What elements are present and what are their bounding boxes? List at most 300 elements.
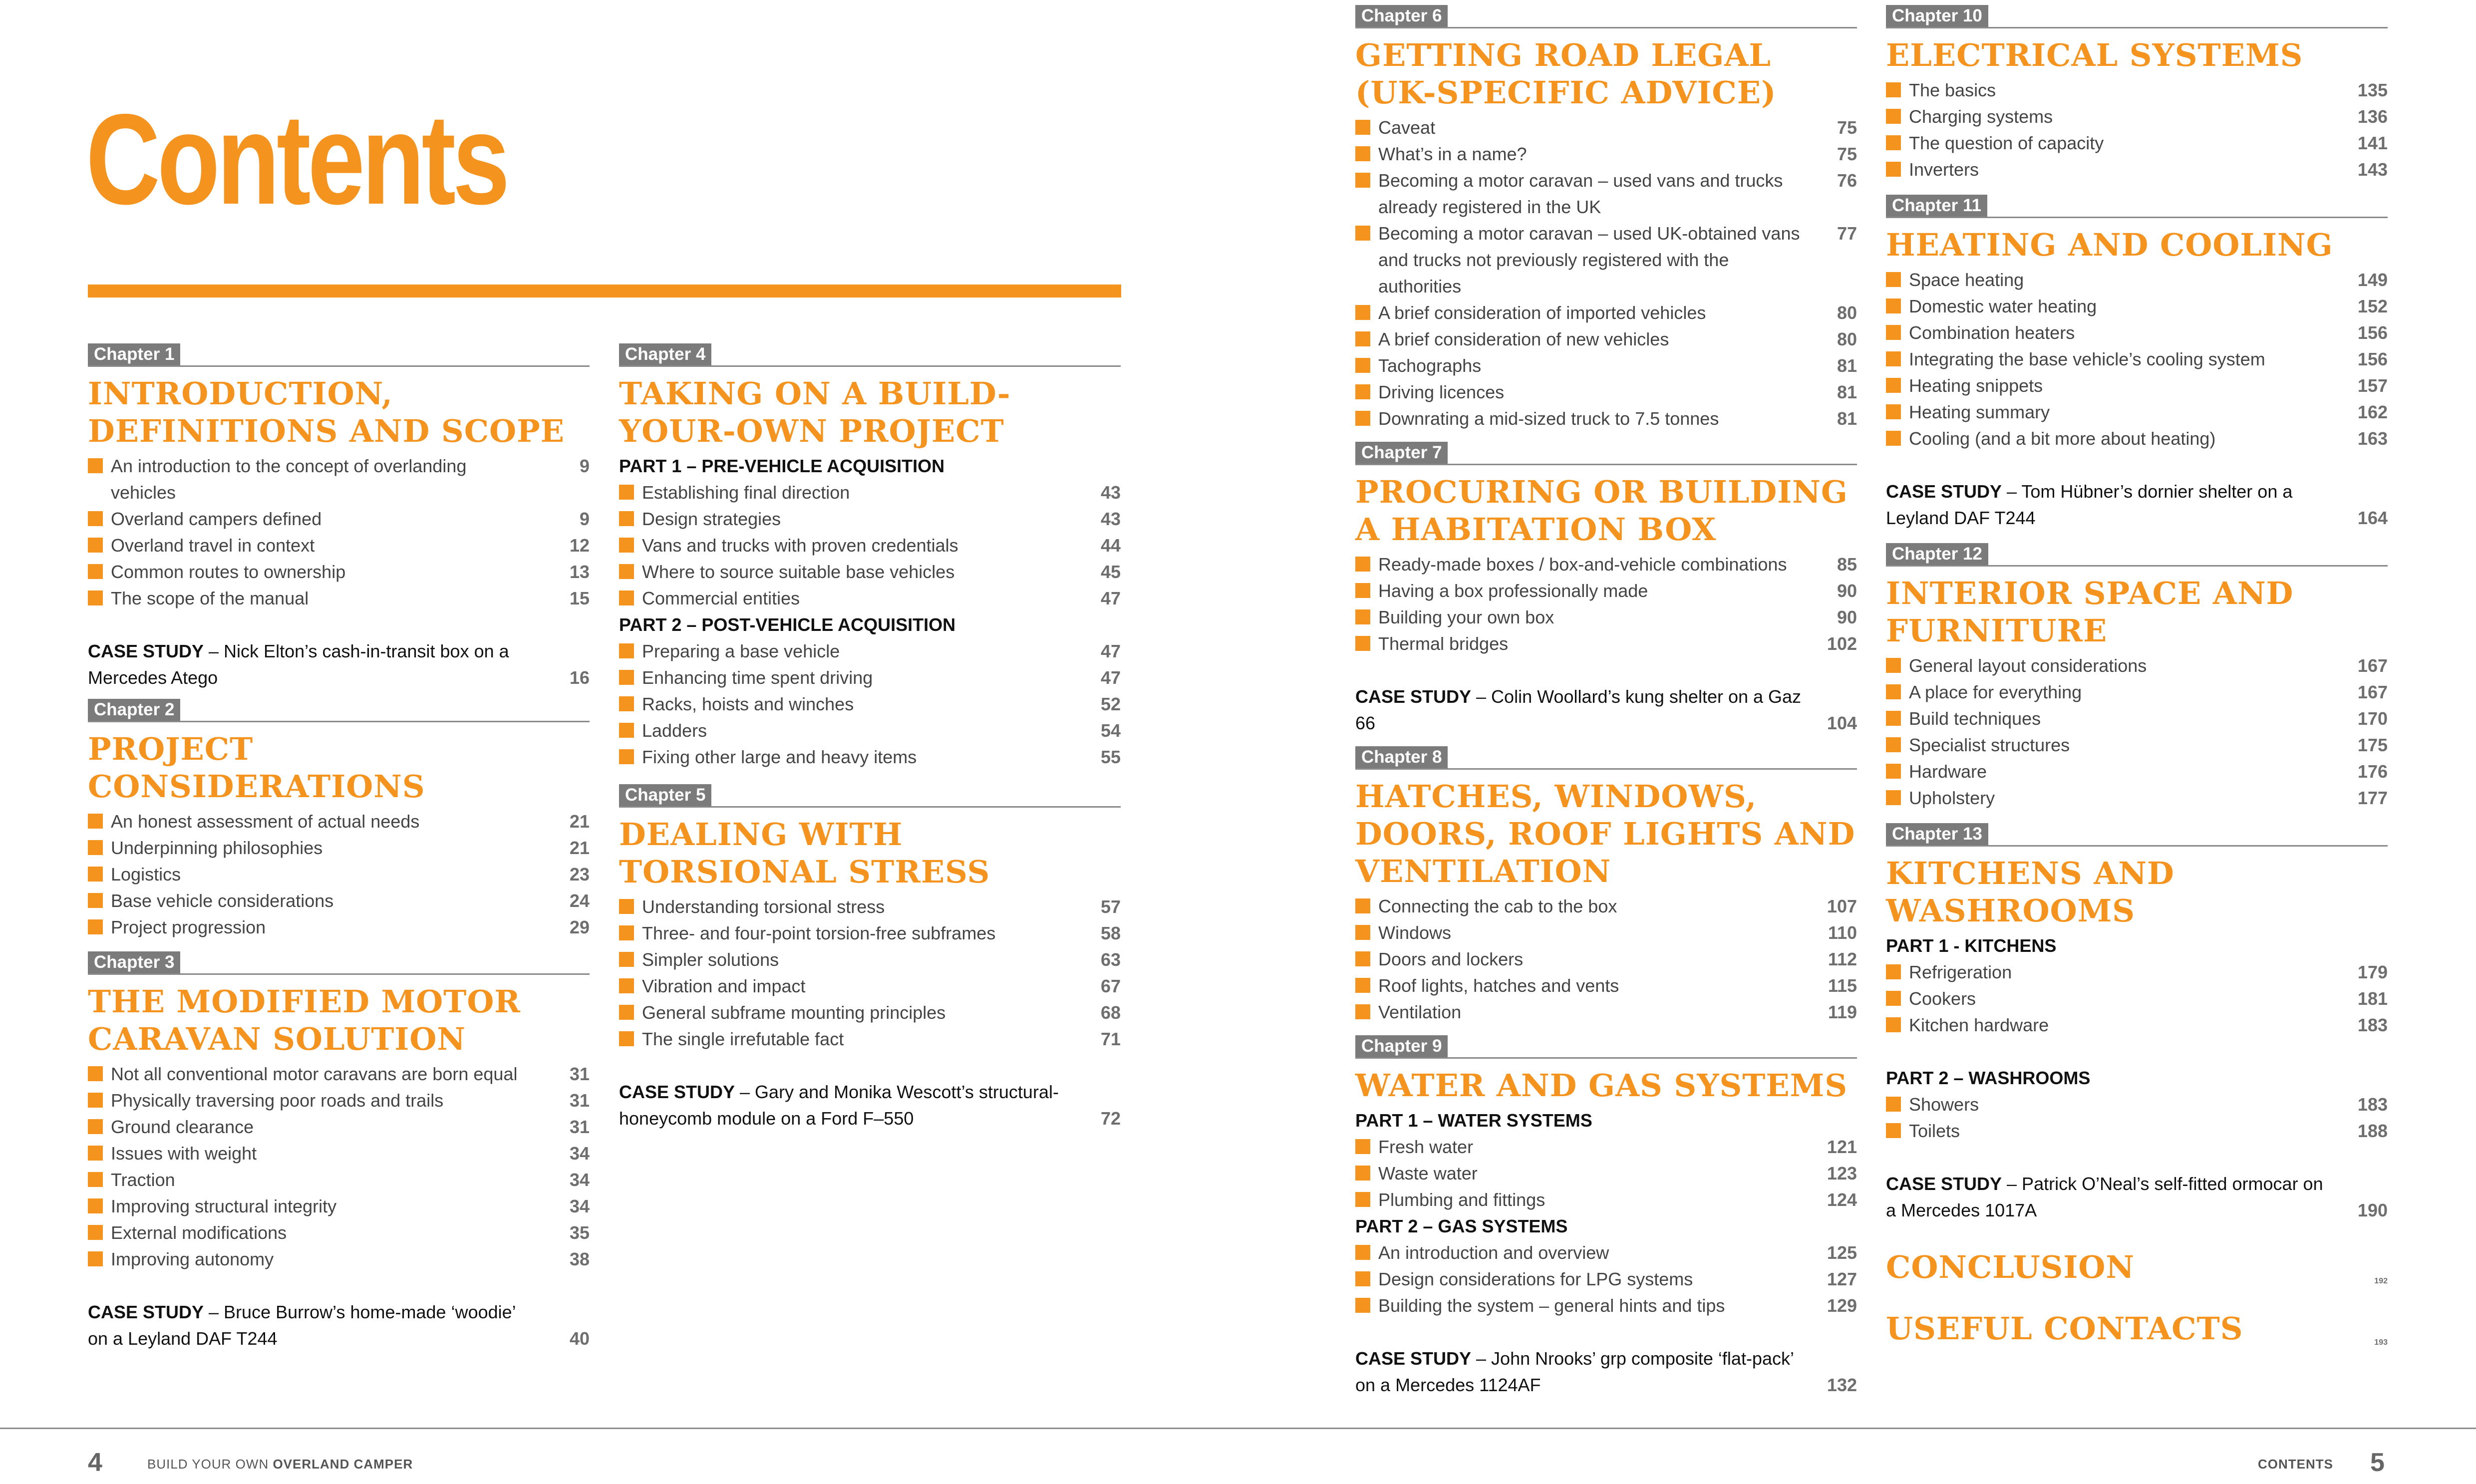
entry-title: Refrigeration [1909, 962, 2012, 982]
contents-entry[interactable] [1355, 972, 1857, 999]
bullet-square-icon [1355, 331, 1370, 346]
bullet-square-icon [88, 538, 103, 553]
bullet-square-icon [88, 1225, 103, 1240]
entry-page: 170 [2357, 708, 2388, 729]
contents-entry[interactable] [1355, 299, 1857, 326]
entry-page: 68 [1100, 1002, 1121, 1023]
case-study-entry[interactable] [1886, 1171, 2388, 1223]
chapter-header [619, 784, 1121, 808]
bullet-square-icon [619, 538, 634, 553]
entry-title: A place for everything [1909, 682, 2082, 702]
contents-entry[interactable] [88, 888, 590, 914]
contents-entry[interactable] [1886, 1012, 2388, 1038]
entry-title: What’s in a name? [1378, 144, 1527, 164]
contents-entry[interactable] [1886, 425, 2388, 452]
bullet-square-icon [1355, 358, 1370, 373]
entry-page: 80 [1837, 329, 1857, 349]
bullet-square-icon [1886, 1123, 1901, 1138]
entry-page: 129 [1827, 1295, 1857, 1316]
entry-title: Project progression [111, 917, 266, 937]
case-study-text [619, 1079, 1066, 1132]
entry-title: Improving autonomy [111, 1249, 274, 1269]
left-running-head [147, 1457, 413, 1472]
entry-title: Building your own box [1378, 607, 1554, 627]
entry-spacer [1886, 1144, 2388, 1171]
bullet-square-icon [1355, 925, 1370, 940]
chapter-block [1355, 442, 1857, 736]
contents-entry[interactable] [88, 559, 590, 585]
bullet-square-icon [1886, 109, 1901, 124]
case-study-entry[interactable] [88, 638, 590, 691]
contents-entry[interactable] [1886, 1091, 2388, 1118]
chapter-label: Chapter 9 [1355, 1035, 1448, 1057]
bullet-square-icon [1886, 135, 1901, 150]
part-heading: PART 1 – PRE-VEHICLE ACQUISITION [619, 456, 945, 476]
contents-entry[interactable] [619, 691, 1121, 717]
entry-title: Doors and lockers [1378, 949, 1524, 969]
contents-entry[interactable] [88, 914, 590, 940]
contents-entry[interactable] [88, 861, 590, 888]
contents-entry[interactable] [1886, 1118, 2388, 1144]
chapter-label: Chapter 2 [88, 699, 180, 721]
contents-entry[interactable] [1355, 551, 1857, 578]
contents-entry[interactable] [1886, 346, 2388, 372]
entry-title: Establishing final direction [642, 482, 850, 503]
contents-entry[interactable] [88, 453, 590, 506]
contents-entry[interactable] [619, 999, 1121, 1026]
entry-page: 81 [1837, 408, 1857, 429]
bullet-square-icon [1886, 1017, 1901, 1032]
entry-page: 125 [1827, 1242, 1857, 1263]
case-study-title: – Nick Elton’s cash-in-transit box on a Mercedes Atego [88, 641, 509, 688]
bullet-square-icon [88, 591, 103, 605]
case-study-text [1886, 478, 2333, 531]
entry-page: 192 [2374, 1277, 2388, 1285]
entry-page: 107 [1827, 896, 1857, 916]
contents-entry[interactable] [619, 1026, 1121, 1052]
footer-rule [0, 1428, 2476, 1429]
contents-entry[interactable] [1355, 352, 1857, 379]
entry-page: 75 [1837, 144, 1857, 164]
entry-title: Plumbing and fittings [1378, 1189, 1546, 1210]
bullet-square-icon [1355, 226, 1370, 241]
chapter-title[interactable]: WATER AND GAS SYSTEMS [1355, 1067, 1848, 1104]
entry-title: Improving structural integrity [111, 1196, 337, 1216]
entry-page: 47 [1100, 667, 1121, 688]
bullet-square-icon [1355, 305, 1370, 320]
bullet-square-icon [88, 814, 103, 829]
entry-page: 179 [2357, 962, 2388, 982]
case-study-label: CASE STUDY [619, 1082, 735, 1102]
entry-page: 156 [2357, 349, 2388, 369]
bullet-square-icon [88, 1066, 103, 1081]
contents-entry[interactable] [1886, 130, 2388, 156]
case-study-text [1355, 1345, 1802, 1398]
bullet-square-icon [1886, 431, 1901, 446]
chapter-title[interactable]: PROCURING OR BUILDING A HABITATION BOX [1355, 474, 1848, 548]
contents-entry[interactable] [1355, 919, 1857, 946]
entry-title: Build techniques [1909, 708, 2041, 729]
case-study-entry[interactable] [1355, 1345, 1857, 1398]
contents-entry[interactable] [88, 585, 590, 611]
bullet-square-icon [1355, 120, 1370, 135]
case-study-entry[interactable] [88, 1299, 590, 1352]
bullet-square-icon [88, 1172, 103, 1187]
entry-title: Cookers [1909, 988, 1976, 1009]
bullet-square-icon [1886, 991, 1901, 1006]
contents-entry[interactable] [88, 1061, 590, 1087]
contents-entry[interactable] [1886, 103, 2388, 130]
entry-page: 136 [2357, 106, 2388, 127]
contents-entry-useful-contacts[interactable] [1886, 1310, 2388, 1347]
contents-entry[interactable] [1355, 578, 1857, 604]
contents-entry[interactable] [88, 835, 590, 861]
chapter-block [1886, 5, 2388, 183]
contents-entry[interactable] [1886, 785, 2388, 811]
entry-page: 38 [569, 1249, 590, 1269]
contents-entry[interactable] [1355, 326, 1857, 352]
entry-title: Toilets [1909, 1121, 1960, 1141]
entry-title: Design strategies [642, 509, 781, 529]
entry-page: 193 [2374, 1338, 2388, 1347]
contents-entry[interactable] [619, 920, 1121, 946]
entry-title: Overland travel in context [111, 535, 315, 556]
case-study-label: CASE STUDY [1355, 1348, 1472, 1369]
contents-entry[interactable] [1355, 379, 1857, 405]
contents-entry[interactable] [619, 479, 1121, 506]
contents-entry[interactable] [1886, 705, 2388, 732]
part-heading: PART 2 – POST-VEHICLE ACQUISITION [619, 614, 956, 635]
chapter-block [88, 951, 590, 1352]
case-study-text [1886, 1171, 2333, 1223]
contents-entry[interactable] [88, 808, 590, 835]
chapter-title[interactable]: PROJECT CONSIDERATIONS [88, 731, 425, 805]
contents-entry[interactable] [1886, 732, 2388, 758]
entry-page: 34 [569, 1196, 590, 1216]
chapter-block [1355, 1035, 1857, 1398]
contents-entry[interactable] [1886, 959, 2388, 985]
entry-page: 76 [1837, 170, 1857, 191]
contents-entry[interactable] [619, 559, 1121, 585]
case-study-entry[interactable] [619, 1079, 1121, 1132]
contents-entry[interactable] [88, 1246, 590, 1272]
entry-title: Connecting the cab to the box [1378, 896, 1617, 916]
bullet-square-icon [1355, 173, 1370, 188]
bullet-square-icon [1886, 764, 1901, 779]
chapter-header [88, 951, 590, 975]
entry-title: Physically traversing poor roads and trails [111, 1090, 444, 1111]
contents-column-2 [619, 343, 1121, 1143]
entry-title: Enhancing time spent driving [642, 667, 873, 688]
part-heading: PART 1 – WATER SYSTEMS [1355, 1110, 1592, 1131]
entry-title: Upholstery [1909, 788, 1995, 808]
bullet-square-icon [619, 978, 634, 993]
chapter-label: Chapter 8 [1355, 746, 1448, 768]
entry-page: 167 [2357, 655, 2388, 676]
conclusion-title: CONCLUSION [1886, 1249, 2135, 1285]
entry-title: Not all conventional motor caravans are born equal [111, 1064, 518, 1084]
entry-page: 162 [2357, 402, 2388, 422]
entry-page: 47 [1100, 641, 1121, 661]
bullet-square-icon [1355, 146, 1370, 161]
entry-page: 90 [1837, 607, 1857, 627]
entry-page: 119 [1828, 1002, 1857, 1022]
case-study-title: – Bruce Burrow’s home-made ‘woodie’ on a Leyland DAF T244 [88, 1302, 516, 1349]
left-page-number: 4 [88, 1448, 102, 1477]
contents-entry[interactable] [1355, 1266, 1857, 1292]
entry-page: 75 [1837, 117, 1857, 138]
entry-page: 63 [1100, 949, 1121, 970]
entry-title: Preparing a base vehicle [642, 641, 840, 661]
entry-page: 181 [2357, 988, 2388, 1009]
chapter-label: Chapter 7 [1355, 442, 1448, 464]
chapter-title[interactable]: ELECTRICAL SYSTEMS [1886, 37, 2303, 73]
chapter-header [619, 343, 1121, 367]
entry-page: 81 [1837, 382, 1857, 402]
bullet-square-icon [88, 919, 103, 934]
entry-spacer [1886, 1038, 2388, 1065]
contents-entry[interactable] [1886, 652, 2388, 679]
chapter-title[interactable]: TAKING ON A BUILD-YOUR-OWN PROJECT [619, 375, 1011, 449]
entry-title: Ground clearance [111, 1117, 254, 1137]
contents-entry[interactable] [1886, 156, 2388, 183]
contents-entry[interactable] [619, 506, 1121, 532]
contents-entry[interactable] [1355, 1292, 1857, 1319]
entry-page: 102 [1827, 633, 1857, 654]
entry-title: Traction [111, 1170, 175, 1190]
entry-page: 85 [1837, 554, 1857, 575]
bullet-square-icon [88, 564, 103, 579]
chapter-block [88, 699, 590, 940]
bullet-square-icon [619, 670, 634, 685]
contents-entry[interactable] [1355, 114, 1857, 141]
entry-title: An honest assessment of actual needs [111, 811, 420, 832]
chapter-title[interactable]: DEALING WITH TORSIONAL STRESS [619, 816, 990, 890]
chapter-title[interactable]: KITCHENS AND WASHROOMS [1886, 855, 2174, 929]
chapter-label: Chapter 3 [88, 951, 180, 973]
entry-spacer [1886, 452, 2388, 478]
entry-page: 54 [1100, 720, 1121, 741]
contents-entry[interactable] [619, 585, 1121, 611]
contents-entry[interactable] [1355, 167, 1857, 220]
entry-page: 31 [569, 1090, 590, 1111]
entry-title: Downrating a mid-sized truck to 7.5 tonnes [1378, 408, 1719, 429]
contents-entry[interactable] [619, 717, 1121, 744]
entry-title: Design considerations for LPG systems [1378, 1269, 1693, 1289]
entry-page: 16 [569, 667, 590, 688]
entry-page: 52 [1100, 694, 1121, 714]
entry-page: 58 [1100, 923, 1121, 943]
entry-page: 112 [1828, 949, 1857, 969]
entry-page: 43 [1100, 509, 1121, 529]
chapter-block [1355, 5, 1857, 432]
contents-entry-conclusion[interactable] [1886, 1248, 2388, 1286]
entry-page: 152 [2357, 296, 2388, 316]
entry-page: 104 [1827, 713, 1857, 733]
contents-entry[interactable] [1355, 1187, 1857, 1213]
bullet-square-icon [1886, 298, 1901, 313]
contents-entry[interactable] [1886, 77, 2388, 103]
bullet-square-icon [1886, 325, 1901, 340]
case-study-entry[interactable] [1355, 683, 1857, 736]
bullet-square-icon [1355, 609, 1370, 624]
contents-entry[interactable] [88, 1140, 590, 1167]
contents-entry[interactable] [1886, 372, 2388, 399]
part-heading: PART 2 – GAS SYSTEMS [1355, 1216, 1568, 1236]
entry-page: 80 [1837, 302, 1857, 323]
entry-page: 175 [2357, 735, 2388, 755]
case-study-title: – Gary and Monika Wescott’s structural-honeycomb module on a Ford F–550 [619, 1082, 1059, 1129]
entry-spacer [1355, 657, 1857, 683]
entry-page: 57 [1100, 896, 1121, 917]
entry-title: Heating summary [1909, 402, 2050, 422]
bullet-square-icon [88, 458, 103, 473]
case-study-title: – Patrick O’Neal’s self-fitted ormocar on a Mercedes 1017A [1886, 1174, 2323, 1220]
chapter-title[interactable]: INTRODUCTION, DEFINITIONS AND SCOPE [88, 375, 565, 449]
entry-title: Inverters [1909, 159, 1979, 180]
chapter-header [1355, 746, 1857, 770]
contents-entry[interactable] [1886, 679, 2388, 705]
bullet-square-icon [1355, 951, 1370, 966]
entry-title: A brief consideration of imported vehicles [1378, 302, 1706, 323]
running-head-title: OVERLAND CAMPER [273, 1457, 413, 1472]
bullet-square-icon [1355, 583, 1370, 598]
entry-spacer [619, 1052, 1121, 1079]
entry-page: 45 [1100, 562, 1121, 582]
entry-title: Racks, hoists and winches [642, 694, 854, 714]
entry-title: General subframe mounting principles [642, 1002, 946, 1023]
entry-title: Hardware [1909, 761, 1987, 782]
bullet-square-icon [619, 899, 634, 914]
chapter-title[interactable]: INTERIOR SPACE AND FURNITURE [1886, 575, 2294, 649]
bullet-square-icon [1355, 1192, 1370, 1207]
entry-page: 43 [1100, 482, 1121, 503]
bullet-square-icon [1355, 898, 1370, 913]
contents-entry[interactable] [1886, 758, 2388, 785]
bullet-square-icon [88, 893, 103, 908]
contents-entry[interactable] [88, 1193, 590, 1219]
entry-page: 90 [1837, 581, 1857, 601]
contents-entry[interactable] [1355, 1239, 1857, 1266]
bullet-square-icon [1355, 978, 1370, 993]
bullet-square-icon [1886, 684, 1901, 699]
contents-entry[interactable] [88, 1114, 590, 1140]
contents-entry[interactable] [619, 638, 1121, 664]
case-study-entry[interactable] [1886, 478, 2388, 531]
bullet-square-icon [619, 952, 634, 967]
chapter-block [619, 784, 1121, 1132]
entry-page: 183 [2357, 1094, 2388, 1115]
chapter-title[interactable]: GETTING ROAD LEGAL (UK-SPECIFIC ADVICE) [1355, 37, 1777, 111]
bullet-square-icon [619, 696, 634, 711]
entry-page: 167 [2357, 682, 2388, 702]
contents-entry[interactable] [1355, 999, 1857, 1025]
entry-title: Three- and four-point torsion-free subframes [642, 923, 996, 943]
contents-entry[interactable] [88, 1167, 590, 1193]
contents-entry[interactable] [88, 506, 590, 532]
entry-title: The question of capacity [1909, 133, 2104, 153]
bullet-square-icon [88, 840, 103, 855]
contents-entry[interactable] [1355, 141, 1857, 167]
contents-entry[interactable] [1355, 405, 1857, 432]
chapter-title[interactable]: THE MODIFIED MOTOR CARAVAN SOLUTION [88, 983, 521, 1057]
entry-page: 177 [2357, 788, 2388, 808]
contents-entry[interactable] [1355, 893, 1857, 919]
bullet-square-icon [619, 925, 634, 940]
entry-title: Waste water [1378, 1163, 1478, 1184]
case-study-label: CASE STUDY [1355, 686, 1472, 707]
contents-entry[interactable] [1886, 319, 2388, 346]
bullet-square-icon [1355, 1139, 1370, 1154]
bullet-square-icon [88, 1146, 103, 1161]
entry-page: 34 [569, 1143, 590, 1164]
contents-entry[interactable] [619, 973, 1121, 999]
case-study-text [1355, 683, 1802, 736]
case-study-text [88, 1299, 535, 1352]
entry-title: An introduction to the concept of overlanding vehicles [111, 456, 467, 503]
entry-title: Vibration and impact [642, 976, 806, 996]
bullet-square-icon [1355, 636, 1370, 651]
entry-title: The single irrefutable fact [642, 1029, 844, 1049]
entry-page: 115 [1828, 975, 1857, 996]
contents-entry[interactable] [1355, 1160, 1857, 1187]
entry-page: 132 [1827, 1375, 1857, 1395]
contents-entry[interactable] [1886, 399, 2388, 425]
bullet-square-icon [1886, 162, 1901, 177]
bullet-square-icon [88, 1198, 103, 1213]
contents-entry[interactable] [1886, 293, 2388, 319]
chapter-title[interactable]: HEATING AND COOLING [1886, 227, 2333, 263]
entry-title: Underpinning philosophies [111, 838, 323, 858]
contents-entry[interactable] [619, 946, 1121, 973]
right-running-head: CONTENTS [2258, 1457, 2333, 1472]
entry-title: A brief consideration of new vehicles [1378, 329, 1669, 349]
entry-page: 156 [2357, 322, 2388, 343]
chapter-title[interactable]: HATCHES, WINDOWS, DOORS, ROOF LIGHTS AND VENTILATION [1355, 778, 1856, 890]
entry-title: Base vehicle considerations [111, 890, 334, 911]
chapter-label: Chapter 4 [619, 343, 711, 365]
contents-entry[interactable] [619, 532, 1121, 559]
bullet-square-icon [1355, 1004, 1370, 1019]
contents-entry[interactable] [1886, 985, 2388, 1012]
contents-entry[interactable] [1886, 267, 2388, 293]
chapter-block [1355, 746, 1857, 1025]
contents-entry[interactable] [1355, 946, 1857, 972]
entry-page: 77 [1837, 223, 1857, 244]
entry-title: Specialist structures [1909, 735, 2070, 755]
contents-entry[interactable] [1355, 630, 1857, 657]
contents-entry[interactable] [1355, 220, 1857, 299]
useful-contacts-title: USEFUL CONTACTS [1886, 1310, 2243, 1347]
contents-entry[interactable] [88, 1219, 590, 1246]
entry-page: 183 [2357, 1015, 2388, 1035]
contents-entry[interactable] [619, 744, 1121, 770]
case-study-text [88, 638, 535, 691]
entry-page: 164 [2357, 508, 2388, 528]
entry-title: Common routes to ownership [111, 562, 346, 582]
contents-entry[interactable] [1355, 1134, 1857, 1160]
entry-title: Ventilation [1378, 1002, 1462, 1022]
entry-spacer [1355, 1319, 1857, 1345]
contents-entry[interactable] [88, 532, 590, 559]
contents-entry[interactable] [619, 893, 1121, 920]
contents-entry[interactable] [619, 664, 1121, 691]
contents-entry[interactable] [88, 1087, 590, 1114]
bullet-square-icon [619, 591, 634, 605]
contents-entry[interactable] [1355, 604, 1857, 630]
chapter-block [1886, 195, 2388, 531]
contents-column-4 [1886, 5, 2388, 1347]
